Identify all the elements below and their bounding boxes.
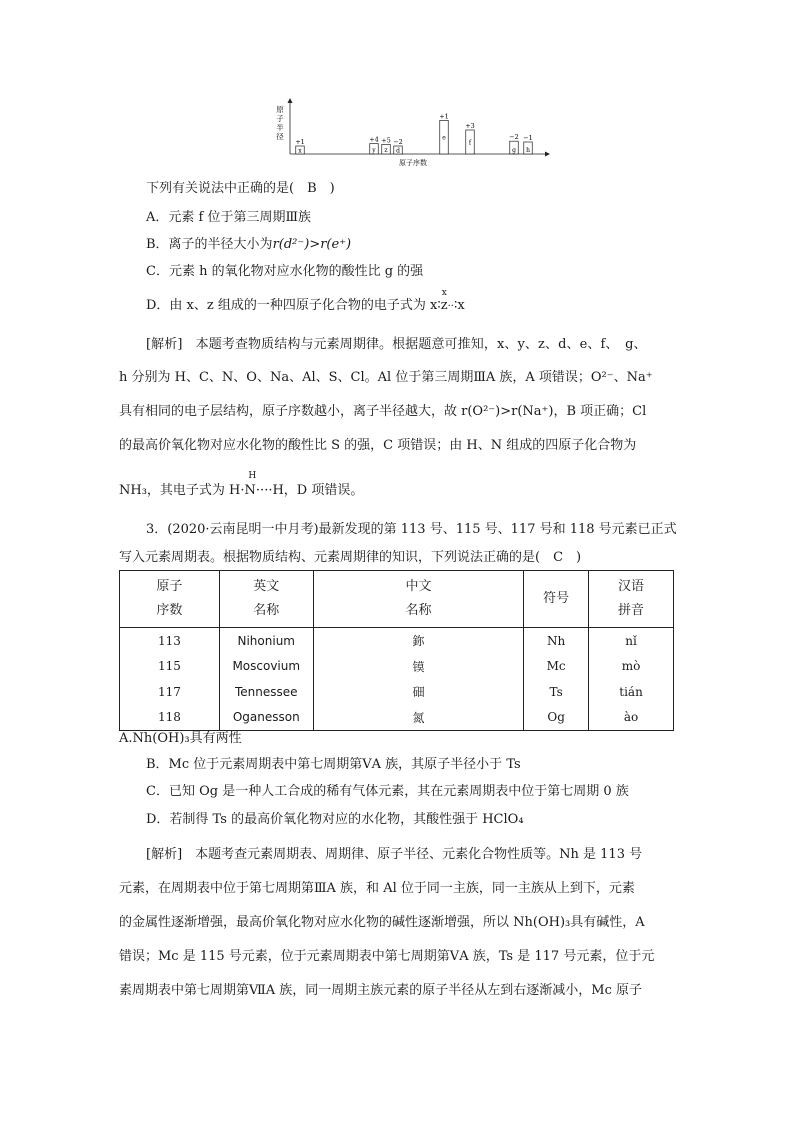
- q2-nh3-mid: ·N··: [240, 483, 265, 498]
- q2-option-c: C．元素 h 的氧化物对应水化物的酸性比 g 的强: [146, 264, 424, 279]
- y-axis-label: [276, 105, 284, 141]
- bar-label-e: e: [442, 134, 446, 142]
- q3-option-d: D．若制得 Ts 的最高价氧化物对应的水化物，其酸性强于 HClO₄: [146, 812, 524, 827]
- cell-english: Moscovium: [219, 654, 313, 680]
- x-axis-label: 原子序数: [399, 159, 427, 167]
- y-axis-label-char: 子: [276, 114, 284, 123]
- cell-number: 115: [120, 654, 220, 680]
- q3-option-a: A.Nh(OH)₃具有两性: [119, 731, 242, 746]
- q2-analysis-line-1: [解析] 本题考查物质结构与元素周期律。根据题意可推知，x、y、z、d、e、f、 g、: [146, 337, 647, 352]
- bar-label-f: f: [468, 139, 472, 147]
- cell-english: Tennessee: [219, 679, 313, 705]
- y-axis-arrow: [288, 98, 293, 103]
- bar-label-d: d: [396, 147, 400, 155]
- q2-option-d-text: D．由 x、z 组成的一种四原子化合物的电子式为 x∶: [146, 298, 441, 313]
- valence-label-d: −2: [393, 138, 403, 146]
- q3-option-b: B．Mc 位于元素周期表中第七周期第ⅤA 族，其原子半径小于 Ts: [146, 757, 521, 772]
- cell-chinese: 鿬: [313, 679, 524, 705]
- cell-number: 113: [120, 628, 220, 654]
- bar-label-z: z: [384, 147, 388, 154]
- q3-analysis-line-4: 错误；Mc 是 115 号元素，位于元素周期表中第七周期第ⅤA 族，Ts 是 117 号元素，位于元: [119, 949, 655, 964]
- table-row: [120, 679, 674, 705]
- q2-analysis-last-post: ··H，D 项错误。: [264, 483, 364, 498]
- table-row: [120, 628, 674, 654]
- valence-label-x: +1: [295, 138, 305, 146]
- cell-pinyin: ào: [589, 705, 674, 731]
- valence-label-y: +4: [369, 135, 379, 144]
- valence-label-e: +1: [439, 112, 449, 121]
- q2-analysis-last-pre: NH₃，其电子式为 H: [119, 483, 241, 498]
- atomic-radius-chart: [270, 96, 570, 168]
- bar-label-g: g: [512, 147, 516, 154]
- cell-pinyin: mò: [589, 654, 674, 680]
- cell-number: 117: [120, 679, 220, 705]
- q2-prompt: 下列有关说法中正确的是( B ): [146, 181, 335, 196]
- q3-stem-line-1: 3．(2020·云南昆明一中月考)最新发现的第 113 号、115 号、117 号和 118 号元素已正式: [146, 522, 677, 537]
- table-row: [120, 654, 674, 680]
- q2-nh3-formula: [240, 471, 265, 498]
- q3-analysis-line-2: 元素，在周期表中位于第七周期第ⅢA 族，和 Al 位于同一主族，同一主族从上到下，元素: [119, 881, 635, 896]
- y-axis-label-char: 径: [276, 132, 284, 141]
- q2-analysis-line-5: [119, 471, 364, 498]
- q2-option-d-formula: x z··: [440, 288, 454, 313]
- q3-stem-line-2: 写入元素周期表。根据物质结构、元素周期律的知识，下列说法正确的是( C ): [119, 550, 582, 565]
- header-atomic-number: 原子 序数: [120, 571, 220, 628]
- cell-english: Nihonium: [219, 628, 313, 654]
- header-chinese-name: 中文 名称: [313, 571, 524, 628]
- q2-option-d-formula-mid: z: [440, 298, 448, 313]
- valence-label-z: +5: [381, 136, 391, 145]
- q2-analysis-line-3: 具有相同的电子层结构，原子序数越小，离子半径越大，故 r(O²⁻)>r(Na⁺)，B 项正确；Cl: [119, 404, 647, 419]
- q3-analysis-line-3: 的金属性逐渐增强，最高价氧化物对应水化物的碱性逐渐增强，所以 Nh(OH)₃具有碱性，A: [119, 915, 645, 930]
- elements-table: [119, 570, 674, 731]
- bar-label-h: h: [526, 147, 530, 154]
- q2-option-b-formula: r(d²⁻)>r(e⁺): [272, 237, 352, 252]
- valence-label-h: −1: [523, 134, 533, 142]
- q2-analysis-line-4: 的最高价氧化物对应水化物的酸性比 S 的强，C 项错误；由 H、N 组成的四原子化合物为: [119, 438, 637, 453]
- q2-option-a: A．元素 f 位于第三周期Ⅲ族: [146, 210, 312, 225]
- cell-symbol: Ts: [524, 679, 589, 705]
- cell-symbol: Og: [524, 705, 589, 731]
- q2-analysis-line-2: h 分别为 H、C、N、O、Na、Al、S、Cl。Al 位于第三周期ⅢA 族，A 项错误；O²⁻、Na⁺: [119, 370, 653, 385]
- q2-option-b-text: B．离子的半径大小为: [146, 237, 273, 252]
- cell-chinese: 氮: [313, 705, 524, 731]
- cell-pinyin: nǐ: [589, 628, 674, 654]
- q3-analysis-line-5: 素周期表中第七周期第ⅦA 族，同一周期主族元素的原子半径从左到右逐渐减小，Mc 原子: [119, 983, 643, 998]
- valence-label-f: +3: [465, 122, 475, 130]
- q2-option-b: [146, 233, 351, 252]
- q2-option-d-formula-post: ∶x: [453, 298, 465, 313]
- q2-nh3-h-top: H: [248, 471, 257, 481]
- cell-symbol: Mc: [524, 654, 589, 680]
- cell-english: Oganesson: [219, 705, 313, 731]
- bar-label-y: y: [372, 147, 376, 154]
- cell-chinese: 镆: [313, 654, 524, 680]
- cell-pinyin: tián: [589, 679, 674, 705]
- bar-label-x: x: [298, 147, 302, 155]
- q3-analysis-line-1: [解析] 本题考查元素周期表、周期律、原子半径、元素化合物性质等。Nh 是 113 号: [146, 847, 643, 862]
- q3-option-c: C．已知 Og 是一种人工合成的稀有气体元素，其在元素周期表中位于第七周期 0 族: [146, 784, 629, 799]
- y-axis-label-char: 半: [276, 123, 284, 132]
- y-axis-label-char: 原: [276, 105, 284, 114]
- x-axis-arrow: [545, 152, 550, 157]
- q2-option-d: [146, 288, 465, 313]
- cell-chinese: 鉨: [313, 628, 524, 654]
- cell-number: 118: [120, 705, 220, 731]
- valence-label-g: −2: [509, 133, 519, 142]
- cell-symbol: Nh: [524, 628, 589, 654]
- header-pinyin: 汉语 拼音: [589, 571, 674, 628]
- q2-option-d-formula-top: x: [441, 288, 447, 298]
- header-symbol: 符号: [524, 571, 589, 628]
- table-header-row: [120, 571, 674, 628]
- header-english-name: 英文 名称: [219, 571, 313, 628]
